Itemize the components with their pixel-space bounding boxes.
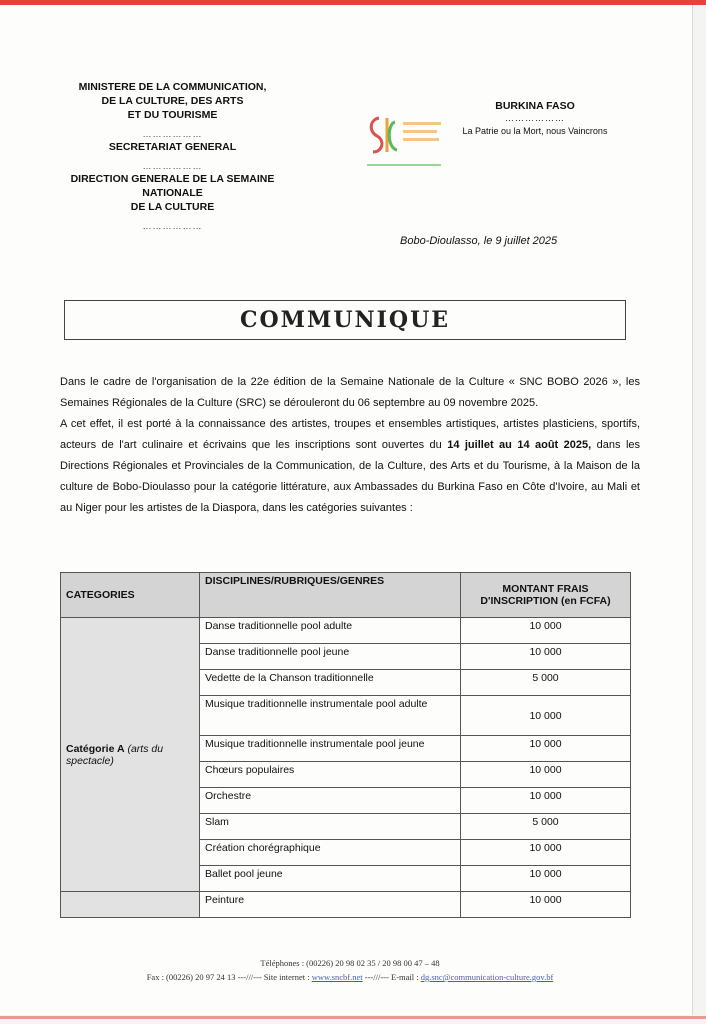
communique-body — [60, 372, 640, 519]
category-cell — [61, 892, 200, 918]
footer-email-label: ---///--- E-mail : — [362, 972, 421, 982]
discipline-cell: Musique traditionnelle instrumentale pool jeune — [200, 736, 461, 762]
title-box — [64, 300, 626, 340]
amount-cell: 10 000 — [461, 788, 631, 814]
discipline-cell: Ballet pool jeune — [200, 866, 461, 892]
amount-cell: 10 000 — [461, 618, 631, 644]
table-row — [61, 892, 631, 918]
document-date: Bobo-Dioulasso, le 9 juillet 2025 — [400, 235, 558, 247]
column-header: CATEGORIES — [61, 573, 200, 618]
separator: ……………… — [142, 221, 203, 231]
footer-phones: Téléphones : (00226) 20 98 02 35 / 20 98 00 47 – 48 — [260, 958, 440, 968]
separator: ……………… — [142, 129, 203, 139]
secretariat-label: SECRETARIAT GENERAL — [108, 141, 237, 153]
category-a-cell — [61, 618, 200, 892]
country-header — [455, 100, 615, 136]
email-link[interactable]: dg.snc@communication-culture.gov.bf — [420, 972, 554, 982]
ministry-line: DE LA CULTURE, DES ARTS — [101, 95, 244, 107]
discipline-cell: Orchestre — [200, 788, 461, 814]
discipline-cell: Danse traditionnelle pool jeune — [200, 644, 461, 670]
amount-cell: 10 000 — [461, 762, 631, 788]
column-header: DISCIPLINES/RUBRIQUES/GENRES — [200, 573, 461, 618]
fees-table — [60, 572, 631, 918]
footer — [40, 956, 660, 984]
category-a-note: (arts du spectacle) — [66, 742, 164, 767]
registration-dates: 14 juillet au 14 août 2025, — [447, 439, 592, 451]
snc-logo-icon — [365, 112, 445, 174]
country-name: BURKINA FASO — [495, 100, 575, 112]
national-motto: La Patrie ou la Mort, nous Vaincrons — [462, 126, 608, 136]
direction-line: DE LA CULTURE — [130, 201, 215, 213]
amount-cell: 5 000 — [461, 814, 631, 840]
category-a-label: Catégorie A — [66, 742, 125, 755]
paragraph-2 — [60, 414, 640, 519]
amount-cell: 5 000 — [461, 670, 631, 696]
paragraph-2-start: A cet effet, il est porté à la connaissance des artistes, troupes et ensembles artistiques, artistes plasticiens, sportifs, acteurs de l'art culinaire et écrivains que les inscriptions sont ouvertes du — [60, 418, 640, 451]
amount-cell: 10 000 — [461, 644, 631, 670]
discipline-cell: Vedette de la Chanson traditionnelle — [200, 670, 461, 696]
discipline-cell: Slam — [200, 814, 461, 840]
discipline-cell: Musique traditionnelle instrumentale pool adulte — [200, 696, 461, 736]
bottom-red-strip — [0, 1016, 706, 1019]
website-link[interactable]: www.sncbf.net — [311, 972, 363, 982]
separator: ……………… — [505, 113, 565, 123]
amount-cell: 10 000 — [461, 840, 631, 866]
footer-fax: Fax : (00226) 20 97 24 13 ---///--- Site internet : — [146, 972, 312, 982]
ministry-line: MINISTERE DE LA COMMUNICATION, — [78, 81, 267, 93]
amount-cell: 10 000 — [461, 736, 631, 762]
ministry-header — [40, 80, 305, 232]
amount-cell: 10 000 — [461, 866, 631, 892]
ministry-line: ET DU TOURISME — [127, 109, 218, 121]
amount-cell: 10 000 — [461, 892, 631, 918]
footer-contacts — [40, 970, 660, 984]
page-title: COMMUNIQUE — [239, 307, 451, 333]
amount-cell: 10 000 — [461, 696, 631, 736]
discipline-cell: Danse traditionnelle pool adulte — [200, 618, 461, 644]
table-header-row — [61, 573, 631, 618]
table-row — [61, 618, 631, 644]
separator: ……………… — [142, 161, 203, 171]
discipline-cell: Peinture — [200, 892, 461, 918]
paragraph-2-end: dans les Directions Régionales et Provinciales de la Communication, de la Culture, des Arts et du Tourisme, à la Maison de la culture de Bobo-Dioulasso pour la catégorie littérature, aux Ambassades du Burkina Faso en Côte d'Ivoire, au Mali et au Niger pour les artistes de la Diaspora, dans les catégories suivantes : — [60, 439, 641, 514]
discipline-cell: Chœurs populaires — [200, 762, 461, 788]
discipline-cell: Création chorégraphique — [200, 840, 461, 866]
paragraph-1: Dans le cadre de l'organisation de la 22e édition de la Semaine Nationale de la Culture « SNC BOBO 2026 », les Semaines Régionales de la Culture (SRC) se dérouleront du 06 septembre au 09 novembre 2025. — [60, 376, 640, 409]
column-header: MONTANT FRAIS D'INSCRIPTION (en FCFA) — [461, 573, 631, 618]
direction-line: DIRECTION GENERALE DE LA SEMAINE NATIONALE — [70, 173, 275, 199]
